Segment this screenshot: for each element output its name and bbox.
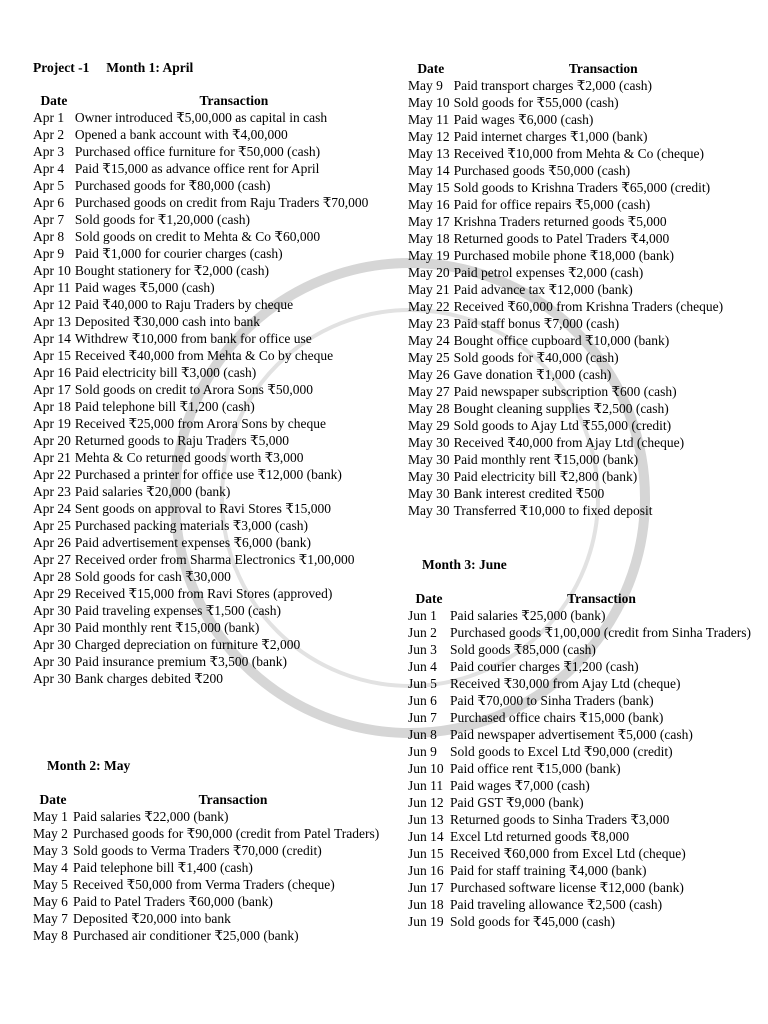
table-row	[33, 296, 393, 313]
row-date: Jun 2	[408, 625, 437, 640]
row-date: Apr 12	[33, 297, 71, 312]
row-transaction: Sold goods ₹85,000 (cash)	[450, 642, 596, 657]
row-date: May 29	[408, 418, 450, 433]
row-transaction: Bought stationery for ₹2,000 (cash)	[74, 263, 270, 278]
june-table	[408, 590, 753, 930]
row-date: Apr 30	[33, 654, 71, 669]
row-date: May 28	[408, 401, 450, 416]
table-row	[33, 245, 393, 262]
row-date: Jun 8	[408, 727, 437, 742]
row-date: May 17	[408, 214, 450, 229]
table-row	[408, 162, 753, 179]
table-header-row	[33, 92, 393, 109]
row-transaction: Paid ₹15,000 as advance office rent for April	[74, 161, 320, 176]
row-transaction: Received ₹60,000 from Krishna Traders (cheque)	[453, 299, 724, 314]
row-transaction: Paid for office repairs ₹5,000 (cash)	[453, 197, 651, 212]
row-date: Apr 30	[33, 637, 71, 652]
table-row	[408, 264, 753, 281]
row-date: Apr 13	[33, 314, 71, 329]
table-row	[33, 262, 393, 279]
table-row	[33, 500, 393, 517]
table-row	[33, 568, 393, 585]
row-transaction: Sold goods to Ajay Ltd ₹55,000 (credit)	[453, 418, 672, 433]
april-title: Month 1: April	[106, 60, 194, 75]
row-date: Jun 5	[408, 676, 437, 691]
table-row	[33, 364, 393, 381]
row-date: Apr 15	[33, 348, 71, 363]
row-transaction: Purchased goods on credit from Raju Traders ₹70,000	[74, 195, 369, 210]
table-row	[408, 94, 753, 111]
row-date: May 3	[33, 843, 68, 858]
row-date: Apr 16	[33, 365, 71, 380]
row-transaction: Paid ₹40,000 to Raju Traders by cheque	[74, 297, 294, 312]
table-row	[33, 808, 393, 825]
row-transaction: Bank charges debited ₹200	[74, 671, 224, 686]
row-transaction: Paid salaries ₹25,000 (bank)	[450, 608, 606, 623]
table-row	[408, 828, 753, 845]
row-transaction: Paid transport charges ₹2,000 (cash)	[453, 78, 653, 93]
row-transaction: Bank interest credited ₹500	[453, 486, 605, 501]
row-date: Apr 19	[33, 416, 71, 431]
table-row	[33, 143, 393, 160]
row-date: May 24	[408, 333, 450, 348]
row-transaction: Returned goods to Sinha Traders ₹3,000	[450, 812, 670, 827]
row-transaction: Received ₹40,000 from Mehta & Co by cheque	[74, 348, 334, 363]
row-transaction: Krishna Traders returned goods ₹5,000	[453, 214, 667, 229]
row-date: May 10	[408, 95, 450, 110]
table-row	[408, 400, 753, 417]
row-transaction: Bought cleaning supplies ₹2,500 (cash)	[453, 401, 669, 416]
table-row	[408, 247, 753, 264]
row-date: May 18	[408, 231, 450, 246]
table-row	[408, 879, 753, 896]
table-row	[408, 451, 753, 468]
table-row	[33, 876, 393, 893]
row-date: May 14	[408, 163, 450, 178]
row-transaction: Paid GST ₹9,000 (bank)	[450, 795, 584, 810]
row-transaction: Paid for staff training ₹4,000 (bank)	[450, 863, 647, 878]
row-date: Jun 19	[408, 914, 444, 929]
table-row	[33, 466, 393, 483]
table-row	[408, 128, 753, 145]
table-row	[408, 468, 753, 485]
row-date: May 30	[408, 486, 450, 501]
row-date: May 19	[408, 248, 450, 263]
table-row	[33, 415, 393, 432]
row-transaction: Excel Ltd returned goods ₹8,000	[450, 829, 630, 844]
table-row	[33, 313, 393, 330]
row-date: Jun 10	[408, 761, 444, 776]
row-date: May 5	[33, 877, 68, 892]
row-date: May 30	[408, 435, 450, 450]
table-row	[408, 366, 753, 383]
may-title: Month 2: May	[47, 758, 131, 773]
row-date: Apr 29	[33, 586, 71, 601]
transaction-header: Transaction	[198, 792, 268, 807]
row-transaction: Sold goods for ₹45,000 (cash)	[450, 914, 615, 929]
table-row	[408, 845, 753, 862]
row-date: May 22	[408, 299, 450, 314]
table-row	[33, 893, 393, 910]
row-date: Apr 27	[33, 552, 71, 567]
table-row	[408, 383, 753, 400]
table-row	[408, 111, 753, 128]
table-row	[33, 279, 393, 296]
row-transaction: Returned goods to Patel Traders ₹4,000	[453, 231, 670, 246]
row-date: Apr 5	[33, 178, 65, 193]
row-transaction: Paid petrol expenses ₹2,000 (cash)	[453, 265, 644, 280]
row-date: May 9	[408, 78, 443, 93]
row-transaction: Charged depreciation on furniture ₹2,000	[74, 637, 301, 652]
table-row	[408, 794, 753, 811]
table-row	[408, 811, 753, 828]
table-header-row	[408, 60, 753, 77]
row-date: Apr 3	[33, 144, 65, 159]
table-row	[33, 670, 393, 687]
table-row	[33, 109, 393, 126]
may-table-part2	[408, 60, 753, 519]
row-transaction: Paid monthly rent ₹15,000 (bank)	[74, 620, 260, 635]
row-transaction: Purchased mobile phone ₹18,000 (bank)	[453, 248, 675, 263]
row-date: Apr 6	[33, 195, 65, 210]
row-transaction: Purchased packing materials ₹3,000 (cash)	[74, 518, 309, 533]
row-transaction: Paid staff bonus ₹7,000 (cash)	[453, 316, 620, 331]
row-transaction: Paid newspaper advertisement ₹5,000 (cash)	[450, 727, 693, 742]
table-row	[408, 485, 753, 502]
row-date: Apr 24	[33, 501, 71, 516]
row-transaction: Received ₹30,000 from Ajay Ltd (cheque)	[450, 676, 681, 691]
table-row	[33, 517, 393, 534]
row-transaction: Sold goods to Verma Traders ₹70,000 (credit)	[73, 843, 322, 858]
row-transaction: Paid ₹1,000 for courier charges (cash)	[74, 246, 283, 261]
row-date: May 1	[33, 809, 68, 824]
table-header-row	[33, 791, 393, 808]
row-transaction: Paid traveling allowance ₹2,500 (cash)	[450, 897, 663, 912]
row-transaction: Transferred ₹10,000 to fixed deposit	[453, 503, 653, 518]
row-transaction: Mehta & Co returned goods worth ₹3,000	[74, 450, 304, 465]
row-date: Apr 11	[33, 280, 71, 295]
row-date: Jun 18	[408, 897, 444, 912]
table-row	[33, 602, 393, 619]
row-date: Apr 1	[33, 110, 65, 125]
table-row	[408, 692, 753, 709]
row-transaction: Returned goods to Raju Traders ₹5,000	[74, 433, 289, 448]
row-transaction: Purchased goods ₹50,000 (cash)	[453, 163, 631, 178]
row-transaction: Purchased office chairs ₹15,000 (bank)	[450, 710, 664, 725]
table-row	[408, 417, 753, 434]
row-transaction: Sold goods to Excel Ltd ₹90,000 (credit)	[450, 744, 673, 759]
row-transaction: Bought office cupboard ₹10,000 (bank)	[453, 333, 670, 348]
row-transaction: Purchased goods ₹1,00,000 (credit from Sinha Traders)	[450, 625, 752, 640]
table-row	[33, 927, 393, 944]
row-transaction: Deposited ₹20,000 into bank	[73, 911, 231, 926]
row-date: Jun 9	[408, 744, 437, 759]
table-row	[408, 213, 753, 230]
row-date: Jun 7	[408, 710, 437, 725]
row-transaction: Sold goods for cash ₹30,000	[74, 569, 231, 584]
row-transaction: Received ₹60,000 from Excel Ltd (cheque)	[450, 846, 686, 861]
row-date: Jun 1	[408, 608, 437, 623]
table-row	[408, 196, 753, 213]
table-row	[408, 862, 753, 879]
row-transaction: Sold goods on credit to Mehta & Co ₹60,000	[74, 229, 321, 244]
row-date: Apr 14	[33, 331, 71, 346]
row-transaction: Paid electricity bill ₹3,000 (cash)	[74, 365, 257, 380]
row-date: Jun 17	[408, 880, 444, 895]
row-date: Jun 6	[408, 693, 437, 708]
row-transaction: Deposited ₹30,000 cash into bank	[74, 314, 261, 329]
table-row	[408, 641, 753, 658]
date-header: Date	[39, 792, 67, 807]
row-date: Apr 21	[33, 450, 71, 465]
row-transaction: Paid office rent ₹15,000 (bank)	[450, 761, 621, 776]
row-transaction: Sold goods for ₹40,000 (cash)	[453, 350, 619, 365]
table-row	[408, 777, 753, 794]
table-row	[33, 842, 393, 859]
table-row	[33, 859, 393, 876]
row-date: May 21	[408, 282, 450, 297]
table-row	[408, 349, 753, 366]
table-row	[408, 675, 753, 692]
row-transaction: Received ₹25,000 from Arora Sons by cheque	[74, 416, 327, 431]
row-date: May 11	[408, 112, 450, 127]
row-transaction: Paid ₹70,000 to Sinha Traders (bank)	[450, 693, 654, 708]
row-date: Apr 25	[33, 518, 71, 533]
row-date: May 26	[408, 367, 450, 382]
table-row	[33, 449, 393, 466]
table-row	[408, 230, 753, 247]
row-transaction: Paid monthly rent ₹15,000 (bank)	[453, 452, 639, 467]
row-transaction: Withdrew ₹10,000 from bank for office use	[74, 331, 312, 346]
table-row	[33, 381, 393, 398]
row-transaction: Gave donation ₹1,000 (cash)	[453, 367, 612, 382]
table-row	[408, 298, 753, 315]
row-transaction: Paid insurance premium ₹3,500 (bank)	[74, 654, 288, 669]
row-date: Jun 13	[408, 812, 444, 827]
row-date: Apr 20	[33, 433, 71, 448]
row-transaction: Opened a bank account with ₹4,00,000	[74, 127, 288, 142]
table-row	[33, 228, 393, 245]
row-date: Apr 9	[33, 246, 65, 261]
table-row	[408, 607, 753, 624]
row-date: Apr 23	[33, 484, 71, 499]
row-date: Jun 16	[408, 863, 444, 878]
row-date: May 30	[408, 469, 450, 484]
table-row	[408, 658, 753, 675]
transaction-header: Transaction	[567, 591, 636, 606]
row-transaction: Paid internet charges ₹1,000 (bank)	[453, 129, 648, 144]
project-heading	[33, 60, 193, 76]
date-header: Date	[40, 93, 68, 108]
row-date: May 2	[33, 826, 68, 841]
table-row	[33, 347, 393, 364]
row-date: May 6	[33, 894, 68, 909]
row-date: Apr 26	[33, 535, 71, 550]
row-transaction: Paid telephone bill ₹1,400 (cash)	[73, 860, 253, 875]
table-row	[408, 332, 753, 349]
row-date: May 12	[408, 129, 450, 144]
table-row	[408, 434, 753, 451]
june-title: Month 3: June	[422, 557, 507, 572]
table-row	[33, 398, 393, 415]
table-row	[33, 653, 393, 670]
row-date: Apr 30	[33, 620, 71, 635]
row-date: Apr 8	[33, 229, 65, 244]
row-transaction: Purchased software license ₹12,000 (bank)	[450, 880, 684, 895]
transaction-header: Transaction	[199, 93, 269, 108]
row-transaction: Paid wages ₹7,000 (cash)	[450, 778, 590, 793]
row-transaction: Purchased office furniture for ₹50,000 (cash)	[74, 144, 321, 159]
row-date: May 8	[33, 928, 68, 943]
table-row	[33, 825, 393, 842]
row-transaction: Received ₹10,000 from Mehta & Co (cheque)	[453, 146, 705, 161]
row-date: Jun 15	[408, 846, 444, 861]
row-transaction: Purchased air conditioner ₹25,000 (bank)	[73, 928, 299, 943]
row-date: Apr 4	[33, 161, 65, 176]
table-row	[33, 910, 393, 927]
row-transaction: Paid courier charges ₹1,200 (cash)	[450, 659, 639, 674]
table-row	[408, 315, 753, 332]
table-row	[33, 551, 393, 568]
row-transaction: Paid traveling expenses ₹1,500 (cash)	[74, 603, 282, 618]
row-date: May 25	[408, 350, 450, 365]
table-row	[408, 624, 753, 641]
row-transaction: Purchased goods for ₹80,000 (cash)	[74, 178, 271, 193]
row-date: May 23	[408, 316, 450, 331]
row-transaction: Purchased a printer for office use ₹12,000 (bank)	[74, 467, 342, 482]
date-header: Date	[417, 61, 445, 76]
table-row	[408, 281, 753, 298]
row-transaction: Received order from Sharma Electronics ₹1,00,000	[74, 552, 355, 567]
row-transaction: Paid wages ₹6,000 (cash)	[453, 112, 594, 127]
row-transaction: Paid newspaper subscription ₹600 (cash)	[453, 384, 677, 399]
row-date: May 30	[408, 452, 450, 467]
table-row	[33, 126, 393, 143]
table-row	[408, 179, 753, 196]
row-transaction: Received ₹15,000 from Ravi Stores (approved)	[74, 586, 333, 601]
transaction-header: Transaction	[568, 61, 638, 76]
row-transaction: Paid telephone bill ₹1,200 (cash)	[74, 399, 255, 414]
row-date: Apr 10	[33, 263, 71, 278]
row-transaction: Received ₹40,000 from Ajay Ltd (cheque)	[453, 435, 685, 450]
table-row	[33, 483, 393, 500]
row-date: Jun 11	[408, 778, 444, 793]
row-transaction: Sent goods on approval to Ravi Stores ₹15,000	[74, 501, 331, 516]
row-transaction: Paid electricity bill ₹2,800 (bank)	[453, 469, 638, 484]
table-row	[33, 160, 393, 177]
row-transaction: Sold goods to Krishna Traders ₹65,000 (credit)	[453, 180, 711, 195]
table-row	[33, 585, 393, 602]
row-date: May 13	[408, 146, 450, 161]
row-date: May 30	[408, 503, 450, 518]
row-transaction: Paid wages ₹5,000 (cash)	[74, 280, 215, 295]
table-row	[408, 913, 753, 930]
row-transaction: Purchased goods for ₹90,000 (credit from Patel Traders)	[73, 826, 380, 841]
row-date: May 4	[33, 860, 68, 875]
row-transaction: Paid salaries ₹22,000 (bank)	[73, 809, 229, 824]
row-transaction: Paid to Patel Traders ₹60,000 (bank)	[73, 894, 273, 909]
row-date: May 15	[408, 180, 450, 195]
row-date: May 27	[408, 384, 450, 399]
table-row	[408, 726, 753, 743]
row-transaction: Sold goods for ₹1,20,000 (cash)	[74, 212, 250, 227]
row-transaction: Received ₹50,000 from Verma Traders (cheque)	[73, 877, 335, 892]
table-row	[33, 619, 393, 636]
table-row	[408, 709, 753, 726]
table-row	[33, 177, 393, 194]
table-row	[408, 502, 753, 519]
row-date: Apr 30	[33, 671, 71, 686]
table-row	[408, 145, 753, 162]
row-date: May 20	[408, 265, 450, 280]
row-date: Apr 17	[33, 382, 71, 397]
row-transaction: Owner introduced ₹5,00,000 as capital in cash	[74, 110, 328, 125]
table-row	[33, 432, 393, 449]
row-date: Apr 22	[33, 467, 71, 482]
row-transaction: Sold goods on credit to Arora Sons ₹50,000	[74, 382, 313, 397]
row-date: Jun 12	[408, 795, 444, 810]
table-row	[33, 330, 393, 347]
row-date: Apr 7	[33, 212, 65, 227]
table-row	[33, 194, 393, 211]
row-date: Apr 30	[33, 603, 71, 618]
row-date: Apr 18	[33, 399, 71, 414]
row-date: Jun 4	[408, 659, 437, 674]
row-date: Jun 14	[408, 829, 444, 844]
table-row	[33, 211, 393, 228]
table-row	[408, 896, 753, 913]
project-title: Project -1	[33, 60, 90, 75]
row-transaction: Sold goods for ₹55,000 (cash)	[453, 95, 619, 110]
row-date: Jun 3	[408, 642, 437, 657]
may-table-part1	[33, 791, 393, 944]
row-date: May 7	[33, 911, 68, 926]
table-row	[408, 760, 753, 777]
table-row	[408, 77, 753, 94]
table-header-row	[408, 590, 753, 607]
table-row	[33, 636, 393, 653]
row-date: May 16	[408, 197, 450, 212]
table-row	[408, 743, 753, 760]
row-date: Apr 28	[33, 569, 71, 584]
date-header: Date	[415, 591, 443, 606]
table-row	[33, 534, 393, 551]
row-date: Apr 2	[33, 127, 65, 142]
row-transaction: Paid salaries ₹20,000 (bank)	[74, 484, 231, 499]
april-table	[33, 92, 393, 687]
row-transaction: Paid advertisement expenses ₹6,000 (bank)	[74, 535, 312, 550]
row-transaction: Paid advance tax ₹12,000 (bank)	[453, 282, 633, 297]
